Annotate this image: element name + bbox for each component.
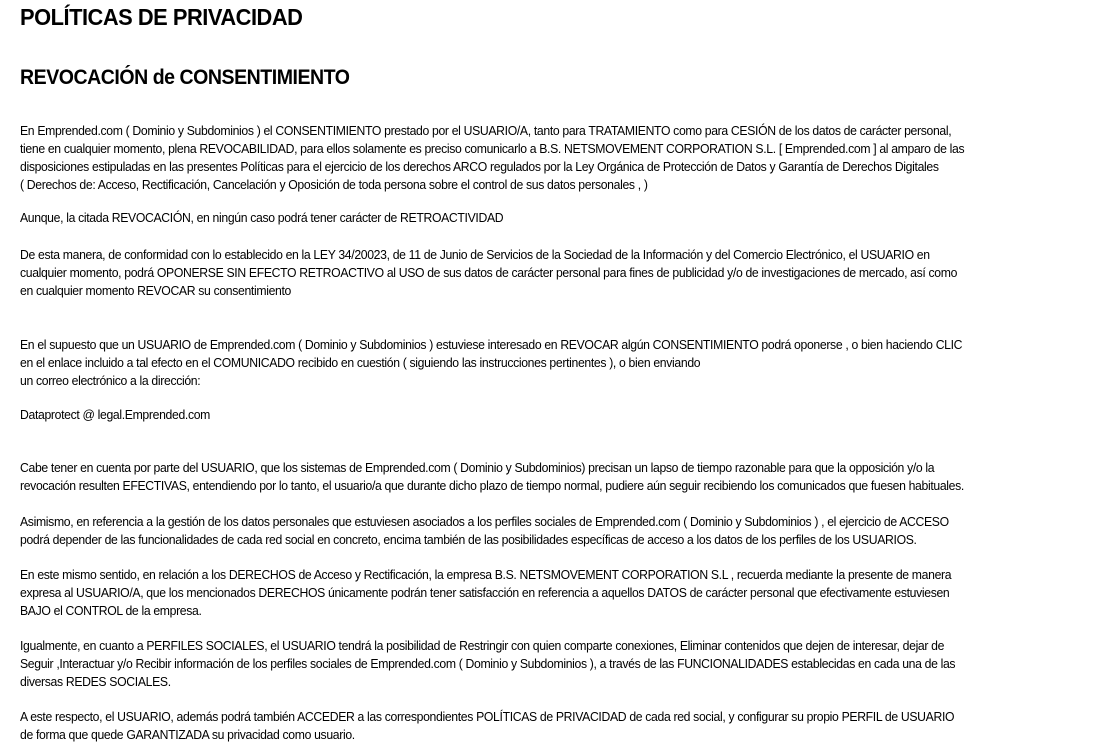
text-line: en cualquier momento REVOCAR su consentimiento [20, 284, 292, 298]
section-title: REVOCACIÓN de CONSENTIMIENTO [20, 66, 350, 89]
text-line: disposiciones estipuladas en las presentes Políticas para el ejercicio de los derechos ARCO regulados por la Ley Orgánica de Protección de Datos y Garantía de Derechos Digitales [20, 160, 939, 174]
paragraph-social-profiles-options [20, 637, 1081, 691]
text-line: BAJO el CONTROL de la empresa. [20, 604, 202, 618]
text-line: Cabe tener en cuenta por parte del USUARIO, que los sistemas de Emprended.com ( Dominio y Subdominios) precisan un lapso de tiempo razonable para que la opposición y/o la [20, 461, 935, 475]
paragraph-no-retroactivity [20, 209, 1081, 227]
contact-email [20, 406, 1081, 424]
text-line: diversas REDES SOCIALES. [20, 675, 171, 689]
text-line: un correo electrónico a la dirección: [20, 374, 201, 388]
text-line: Dataprotect @ legal.Emprended.com [20, 408, 211, 422]
text-line: expresa al USUARIO/A, que los mencionados DERECHOS únicamente podrán tener satisfacción en referencia a aquellos DATOS de carácter personal que efectivamente estuviesen [20, 586, 950, 600]
text-line: podrá depender de las funcionalidades de cada red social en concreto, encima también de las posibilidades específicas de acceso a los datos de los perfiles de los USUARIOS. [20, 533, 917, 547]
text-line: Igualmente, en cuanto a PERFILES SOCIALES, el USUARIO tendrá la posibilidad de Restringir con quien comparte conexiones, Eliminar contenidos que dejen de interesar, dejar de [20, 639, 945, 653]
text-line: Seguir ,Interactuar y/o Recibir información de los perfiles sociales de Emprended.com ( Dominio y Subdominios ), a través de las FUNCIONALIDADES establecidas en cada una de las [20, 657, 956, 671]
page-title: POLÍTICAS DE PRIVACIDAD [20, 4, 303, 30]
text-line: de forma que quede GARANTIZADA su privacidad como usuario. [20, 728, 355, 742]
text-line: revocación resulten EFECTIVAS, entendiendo por lo tanto, el usuario/a que durante dicho plazo de tiempo normal, pudiere aún seguir recibiendo los comunicados que fuesen habituales. [20, 479, 964, 493]
text-line: cualquier momento, podrá OPONERSE SIN EFECTO RETROACTIVO al USO de sus datos de carácter personal para fines de publicidad y/o de investigaciones de mercado, así como [20, 266, 958, 280]
paragraph-rights-control [20, 566, 1081, 620]
text-line: A este respecto, el USUARIO, además podrá también ACCEDER a las correspondientes POLÍTICAS de PRIVACIDAD de cada red social, y configurar su propio PERFIL de USUARIO [20, 710, 955, 724]
text-line: En el supuesto que un USUARIO de Emprended.com ( Dominio y Subdominios ) estuviese interesado en REVOCAR algún CONSENTIMIENTO podrá oponerse , o bien haciendo CLIC [20, 338, 963, 352]
paragraph-social-profiles-access [20, 513, 1081, 549]
paragraph-privacy-settings [20, 708, 1081, 744]
text-line: en el enlace incluido a tal efecto en el COMUNICADO recibido en cuestión ( siguiendo las instrucciones pertinentes ), o bien enviando [20, 356, 701, 370]
text-line: De esta manera, de conformidad con lo establecido en la LEY 34/20023, de 11 de Junio de Servicios de la Sociedad de la Información y del Comercio Electrónico, el USUARIO en [20, 248, 930, 262]
text-line: En Emprended.com ( Dominio y Subdominios ) el CONSENTIMIENTO prestado por el USUARIO/A, tanto para TRATAMIENTO como para CESIÓN de los datos de carácter personal, [20, 124, 952, 138]
text-line: En este mismo sentido, en relación a los DERECHOS de Acceso y Rectificación, la empresa B.S. NETSMOVEMENT CORPORATION S.L , recuerda mediante la presente de manera [20, 568, 952, 582]
paragraph-revocability [20, 122, 1081, 194]
text-line: Aunque, la citada REVOCACIÓN, en ningún caso podrá tener carácter de RETROACTIVIDAD [20, 211, 504, 225]
text-line: Asimismo, en referencia a la gestión de los datos personales que estuviesen asociados a los perfiles sociales de Emprended.com ( Dominio y Subdominios ) , el ejercicio de ACCESO [20, 515, 949, 529]
text-line: ( Derechos de: Acceso, Rectificación, Cancelación y Oposición de toda persona sobre el control de sus datos personales , ) [20, 178, 648, 192]
paragraph-revocation-procedure [20, 336, 1081, 390]
paragraph-law-opposition [20, 246, 1081, 300]
text-line: tiene en cualquier momento, plena REVOCABILIDAD, para ellos solamente es preciso comunicarlo a B.S. NETSMOVEMENT CORPORATION S.L. [ Emprended.com ] al amparo de las [20, 142, 965, 156]
paragraph-processing-time [20, 459, 1081, 495]
